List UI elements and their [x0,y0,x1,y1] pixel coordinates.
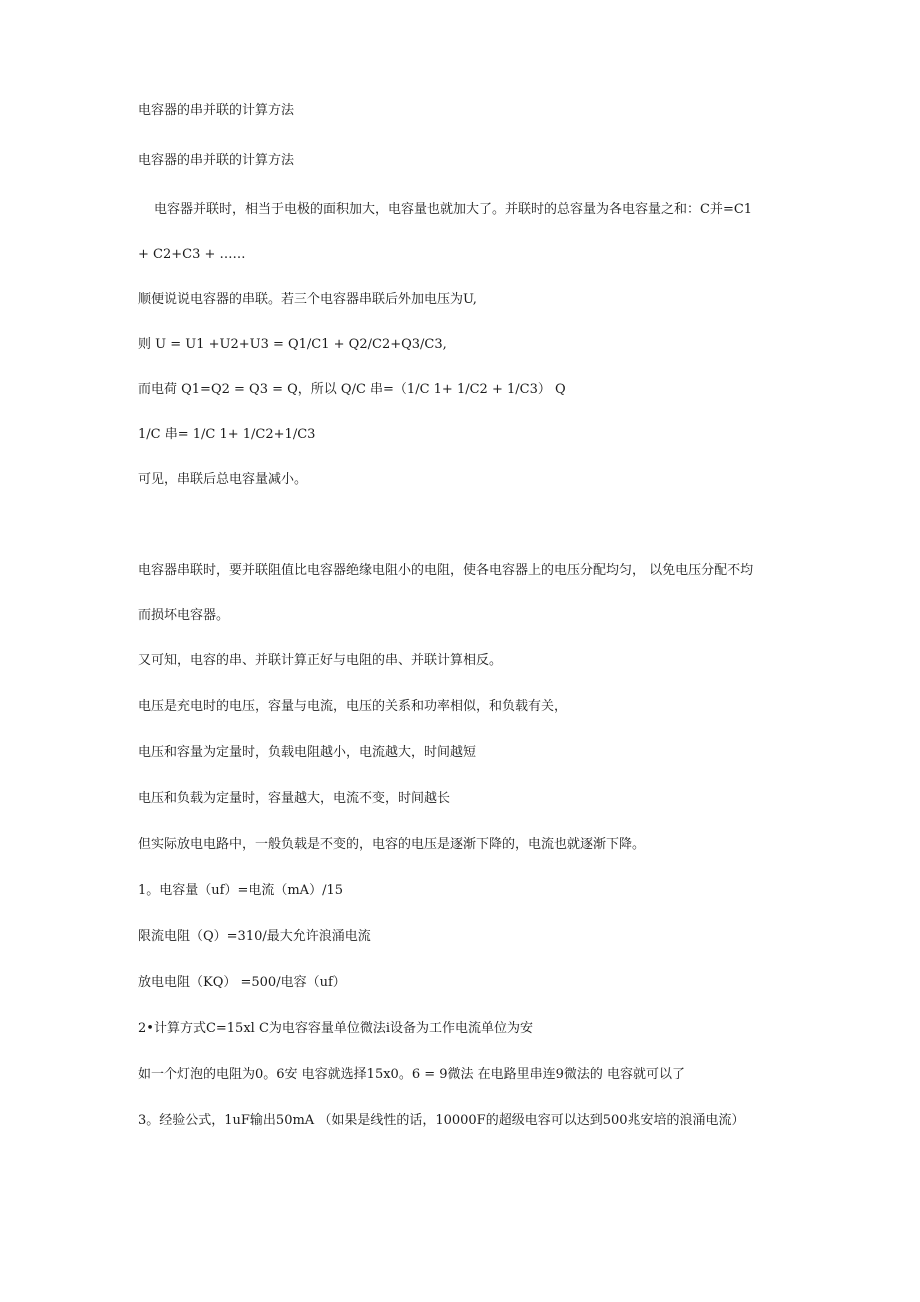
paragraph-line: 但实际放电电路中，一般负载是不变的，电容的电压是逐渐下降的，电流也就逐渐下降。 [138,837,646,852]
paragraph-line: + C2+C3 + …… [138,247,246,262]
document-subtitle: 电容器的串并联的计算方法 [138,153,295,168]
paragraph-line: 而损坏电容器。 [138,608,230,623]
paragraph-line: 又可知，电容的串、并联计算正好与电阻的串、并联计算相反。 [138,653,503,668]
paragraph-line: 电容器并联时，相当于电极的面积加大，电容量也就加大了。并联时的总容量为各电容量之和：C并=C1 [154,202,753,217]
paragraph-line: 3。经验公式，1uF输出50mA （如果是线性的话，10000F的超级电容可以达到500兆安培的浪涌电流） [138,1113,745,1128]
paragraph-line: 电容器串联时，要并联阻值比电容器绝缘电阻小的电阻，使各电容器上的电压分配均匀， 以免电压分配不均 [138,563,754,578]
paragraph-line: 顺便说说电容器的串联。若三个电容器串联后外加电压为U, [138,292,477,307]
paragraph-line: 电压和容量为定量时，负载电阻越小，电流越大，时间越短 [138,745,477,760]
formula-line: 1/C 串= 1/C 1+ 1/C2+1/C3 [138,427,316,442]
formula-line: 放电电阻（KQ） =500/电容（uf） [138,975,346,990]
formula-line: 而电荷 Q1=Q2 = Q3 = Q，所以 Q/C 串=（1/C 1+ 1/C2 + 1/C3） Q [138,382,566,397]
paragraph-line: 如一个灯泡的电阻为0。6安 电容就选择15x0。6 = 9微法 在电路里串连9微法的 电容就可以了 [138,1067,686,1082]
formula-line: 1。电容量（uf）=电流（mA）/15 [138,883,343,898]
formula-line: 限流电阻（Q）=310/最大允许浪涌电流 [138,929,371,944]
paragraph-line: 电压是充电时的电压，容量与电流，电压的关系和功率相似，和负载有关， [138,699,568,714]
formula-line: 2•计算方式C=15xl C为电容容量单位微法i设备为工作电流单位为安 [138,1021,534,1036]
paragraph-line: 可见，串联后总电容量减小。 [138,472,308,487]
document-title: 电容器的串并联的计算方法 [138,103,295,118]
paragraph-line: 电压和负载为定量时，容量越大，电流不变，时间越长 [138,791,451,806]
formula-line: 则 U = U1 +U2+U3 = Q1/C1 + Q2/C2+Q3/C3, [138,337,447,352]
